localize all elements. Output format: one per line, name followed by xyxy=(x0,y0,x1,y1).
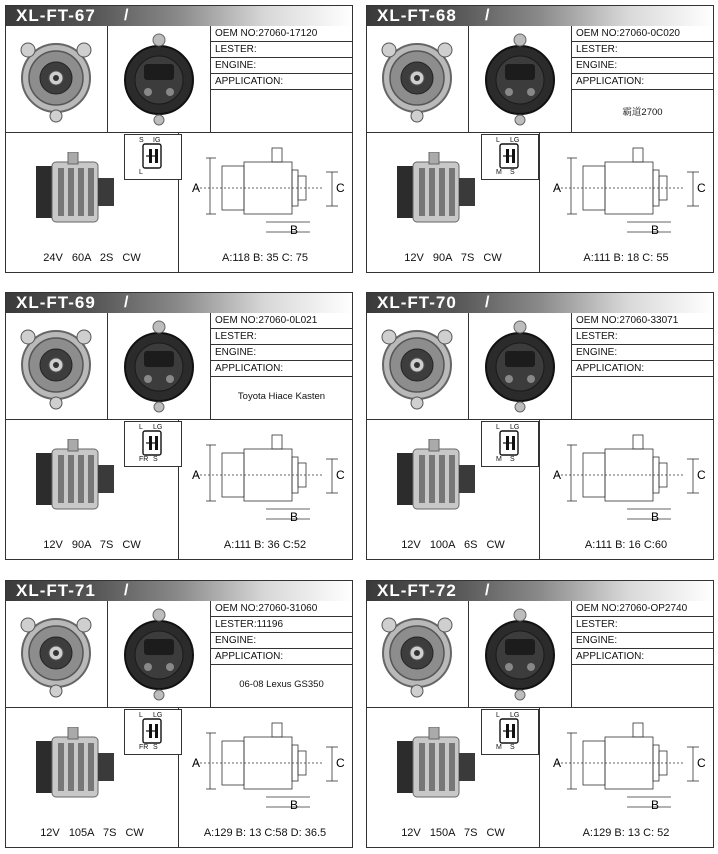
oem-number: OEM NO:27060-31060 xyxy=(211,601,352,617)
info-table xyxy=(211,313,352,419)
alternator-front-image xyxy=(382,43,452,122)
pin-label-4: S xyxy=(510,456,515,463)
header-slash: / xyxy=(485,7,490,24)
application-field: APPLICATION: xyxy=(572,649,713,665)
alternator-rear-image xyxy=(125,34,193,125)
oem-number: OEM NO:27060-17120 xyxy=(211,26,352,42)
header-slash: / xyxy=(485,582,490,599)
front-photo xyxy=(367,313,469,419)
pin-label-4: S xyxy=(510,744,515,751)
dim-label-a: A xyxy=(192,468,201,482)
pin-label-3: M xyxy=(496,169,502,176)
electrical-specs: 12V 150A 7S CW xyxy=(401,827,505,839)
pin-label-2: LG xyxy=(153,712,163,719)
divider-horizontal xyxy=(367,707,713,708)
side-photo xyxy=(28,439,128,521)
application-field: APPLICATION: xyxy=(211,74,352,90)
lester-number: LESTER: xyxy=(572,329,713,345)
alternator-side-image xyxy=(36,727,114,797)
application-field: APPLICATION: xyxy=(211,649,352,665)
engine-field: ENGINE: xyxy=(211,633,352,649)
rear-photo xyxy=(108,26,211,132)
pin-label-3: M xyxy=(496,744,502,751)
connector-diagram xyxy=(481,709,539,755)
divider-horizontal xyxy=(367,132,713,133)
dim-label-b: B xyxy=(651,510,660,524)
alternator-side-image xyxy=(36,439,114,509)
card-header xyxy=(6,293,352,313)
dim-label-a: A xyxy=(553,181,562,195)
application-field: APPLICATION: xyxy=(572,74,713,90)
alternator-card xyxy=(5,292,353,560)
divider-horizontal xyxy=(6,419,352,420)
alternator-rear-image xyxy=(486,609,554,700)
alternator-card xyxy=(5,5,353,273)
info-table xyxy=(572,313,713,419)
side-photo xyxy=(389,727,489,809)
dimension-diagram xyxy=(182,423,350,533)
dimension-diagram xyxy=(182,136,350,246)
alternator-front-image xyxy=(382,330,452,409)
alternator-front-image xyxy=(21,618,91,697)
connector-diagram xyxy=(124,134,182,180)
header-slash: / xyxy=(124,582,129,599)
part-code: XL-FT-71 xyxy=(16,581,96,600)
dim-label-c: C xyxy=(336,756,345,770)
dimension-values: A:111 B: 36 C:52 xyxy=(223,539,307,551)
pin-label-3: FR xyxy=(139,744,149,751)
pin-label-2: LG xyxy=(510,137,520,144)
dimension-values: A:129 B: 13 C:58 D: 36.5 xyxy=(203,827,327,839)
pin-label-1: L xyxy=(139,424,143,431)
oem-number: OEM NO:27060-0C020 xyxy=(572,26,713,42)
card-header xyxy=(367,581,713,601)
dimension-diagram xyxy=(543,423,711,533)
rear-photo xyxy=(469,26,572,132)
engine-field: ENGINE: xyxy=(572,345,713,361)
electrical-specs: 24V 60A 2S CW xyxy=(43,252,141,264)
application-text: 霸道2700 xyxy=(622,107,663,118)
electrical-specs: 12V 90A 7S CW xyxy=(43,539,141,551)
alternator-rear-image xyxy=(125,321,193,412)
alternator-rear-image xyxy=(486,34,554,125)
info-table xyxy=(211,601,352,707)
part-code: XL-FT-72 xyxy=(377,581,457,600)
rear-photo xyxy=(469,601,572,707)
dim-label-a: A xyxy=(192,181,201,195)
lester-number: LESTER: xyxy=(572,617,713,633)
pin-label-3: FR xyxy=(139,456,149,463)
dim-label-a: A xyxy=(553,468,562,482)
electrical-specs: 12V 90A 7S CW xyxy=(404,252,502,264)
alternator-card xyxy=(366,580,714,848)
alternator-side-image xyxy=(397,439,475,509)
alternator-card xyxy=(366,5,714,273)
side-photo xyxy=(389,152,489,234)
pin-label-1: L xyxy=(496,137,500,144)
dimension-diagram xyxy=(543,136,711,246)
info-table xyxy=(211,26,352,132)
electrical-specs: 12V 100A 6S CW xyxy=(401,539,505,551)
dim-label-b: B xyxy=(290,798,299,812)
alternator-side-image xyxy=(36,152,114,222)
lester-number: LESTER:11196 xyxy=(211,617,352,633)
pin-label-1: S xyxy=(139,137,144,144)
alternator-rear-image xyxy=(125,609,193,700)
connector-diagram xyxy=(481,421,539,467)
part-code: XL-FT-70 xyxy=(377,293,457,312)
dim-label-b: B xyxy=(651,223,660,237)
application-field: APPLICATION: xyxy=(211,361,352,377)
connector-diagram xyxy=(124,421,182,467)
application-text: 06-08 Lexus GS350 xyxy=(239,679,324,690)
alternator-rear-image xyxy=(486,321,554,412)
engine-field: ENGINE: xyxy=(572,633,713,649)
divider-horizontal xyxy=(6,132,352,133)
divider-vertical xyxy=(539,132,540,272)
pin-label-2: LG xyxy=(510,712,520,719)
connector-diagram xyxy=(481,134,539,180)
dim-label-c: C xyxy=(336,181,345,195)
dimension-diagram xyxy=(182,711,350,821)
pin-label-4: S xyxy=(153,456,158,463)
dim-label-c: C xyxy=(336,468,345,482)
front-photo xyxy=(6,313,108,419)
header-slash: / xyxy=(485,294,490,311)
header-slash: / xyxy=(124,7,129,24)
front-photo xyxy=(367,601,469,707)
pin-label-1: L xyxy=(496,424,500,431)
pin-label-3: L xyxy=(139,169,143,176)
front-photo xyxy=(367,26,469,132)
alternator-front-image xyxy=(382,618,452,697)
engine-field: ENGINE: xyxy=(211,58,352,74)
side-photo xyxy=(28,727,128,809)
part-code: XL-FT-67 xyxy=(16,6,96,25)
rear-photo xyxy=(108,601,211,707)
lester-number: LESTER: xyxy=(211,42,352,58)
alternator-side-image xyxy=(397,727,475,797)
pin-label-4: S xyxy=(153,744,158,751)
dim-label-a: A xyxy=(192,756,201,770)
card-header xyxy=(6,581,352,601)
pin-label-1: L xyxy=(496,712,500,719)
front-photo xyxy=(6,601,108,707)
side-photo xyxy=(389,439,489,521)
lester-number: LESTER: xyxy=(572,42,713,58)
dim-label-b: B xyxy=(290,223,299,237)
info-table xyxy=(572,601,713,707)
card-header xyxy=(6,6,352,26)
pin-label-2: LG xyxy=(510,424,520,431)
divider-horizontal xyxy=(6,707,352,708)
side-photo xyxy=(28,152,128,234)
card-header xyxy=(367,293,713,313)
alternator-card xyxy=(5,580,353,848)
dimension-diagram xyxy=(543,711,711,821)
part-code: XL-FT-69 xyxy=(16,293,96,312)
divider-vertical xyxy=(539,707,540,847)
divider-vertical xyxy=(539,419,540,559)
engine-field: ENGINE: xyxy=(211,345,352,361)
info-table xyxy=(572,26,713,132)
alternator-front-image xyxy=(21,330,91,409)
dimension-values: A:118 B: 35 C: 75 xyxy=(221,252,309,264)
connector-diagram xyxy=(124,709,182,755)
rear-photo xyxy=(108,313,211,419)
card-header xyxy=(367,6,713,26)
dimension-values: A:111 B: 18 C: 55 xyxy=(583,252,669,264)
alternator-front-image xyxy=(21,43,91,122)
dim-label-c: C xyxy=(697,756,706,770)
dimension-values: A:111 B: 16 C:60 xyxy=(584,539,668,551)
part-code: XL-FT-68 xyxy=(377,6,457,25)
front-photo xyxy=(6,26,108,132)
oem-number: OEM NO:27060-33071 xyxy=(572,313,713,329)
electrical-specs: 12V 105A 7S CW xyxy=(40,827,144,839)
divider-horizontal xyxy=(367,419,713,420)
pin-label-1: L xyxy=(139,712,143,719)
application-field: APPLICATION: xyxy=(572,361,713,377)
alternator-side-image xyxy=(397,152,475,222)
dim-label-a: A xyxy=(553,756,562,770)
pin-label-2: LG xyxy=(153,424,163,431)
dim-label-b: B xyxy=(290,510,299,524)
dimension-values: A:129 B: 13 C: 52 xyxy=(582,827,670,839)
oem-number: OEM NO:27060-0L021 xyxy=(211,313,352,329)
dim-label-c: C xyxy=(697,468,706,482)
oem-number: OEM NO:27060-OP2740 xyxy=(572,601,713,617)
pin-label-2: IG xyxy=(153,137,161,144)
pin-label-3: M xyxy=(496,456,502,463)
engine-field: ENGINE: xyxy=(572,58,713,74)
rear-photo xyxy=(469,313,572,419)
header-slash: / xyxy=(124,294,129,311)
alternator-card xyxy=(366,292,714,560)
lester-number: LESTER: xyxy=(211,329,352,345)
dim-label-b: B xyxy=(651,798,660,812)
pin-label-4: S xyxy=(510,169,515,176)
application-text: Toyota Hiace Kasten xyxy=(237,391,326,402)
dim-label-c: C xyxy=(697,181,706,195)
